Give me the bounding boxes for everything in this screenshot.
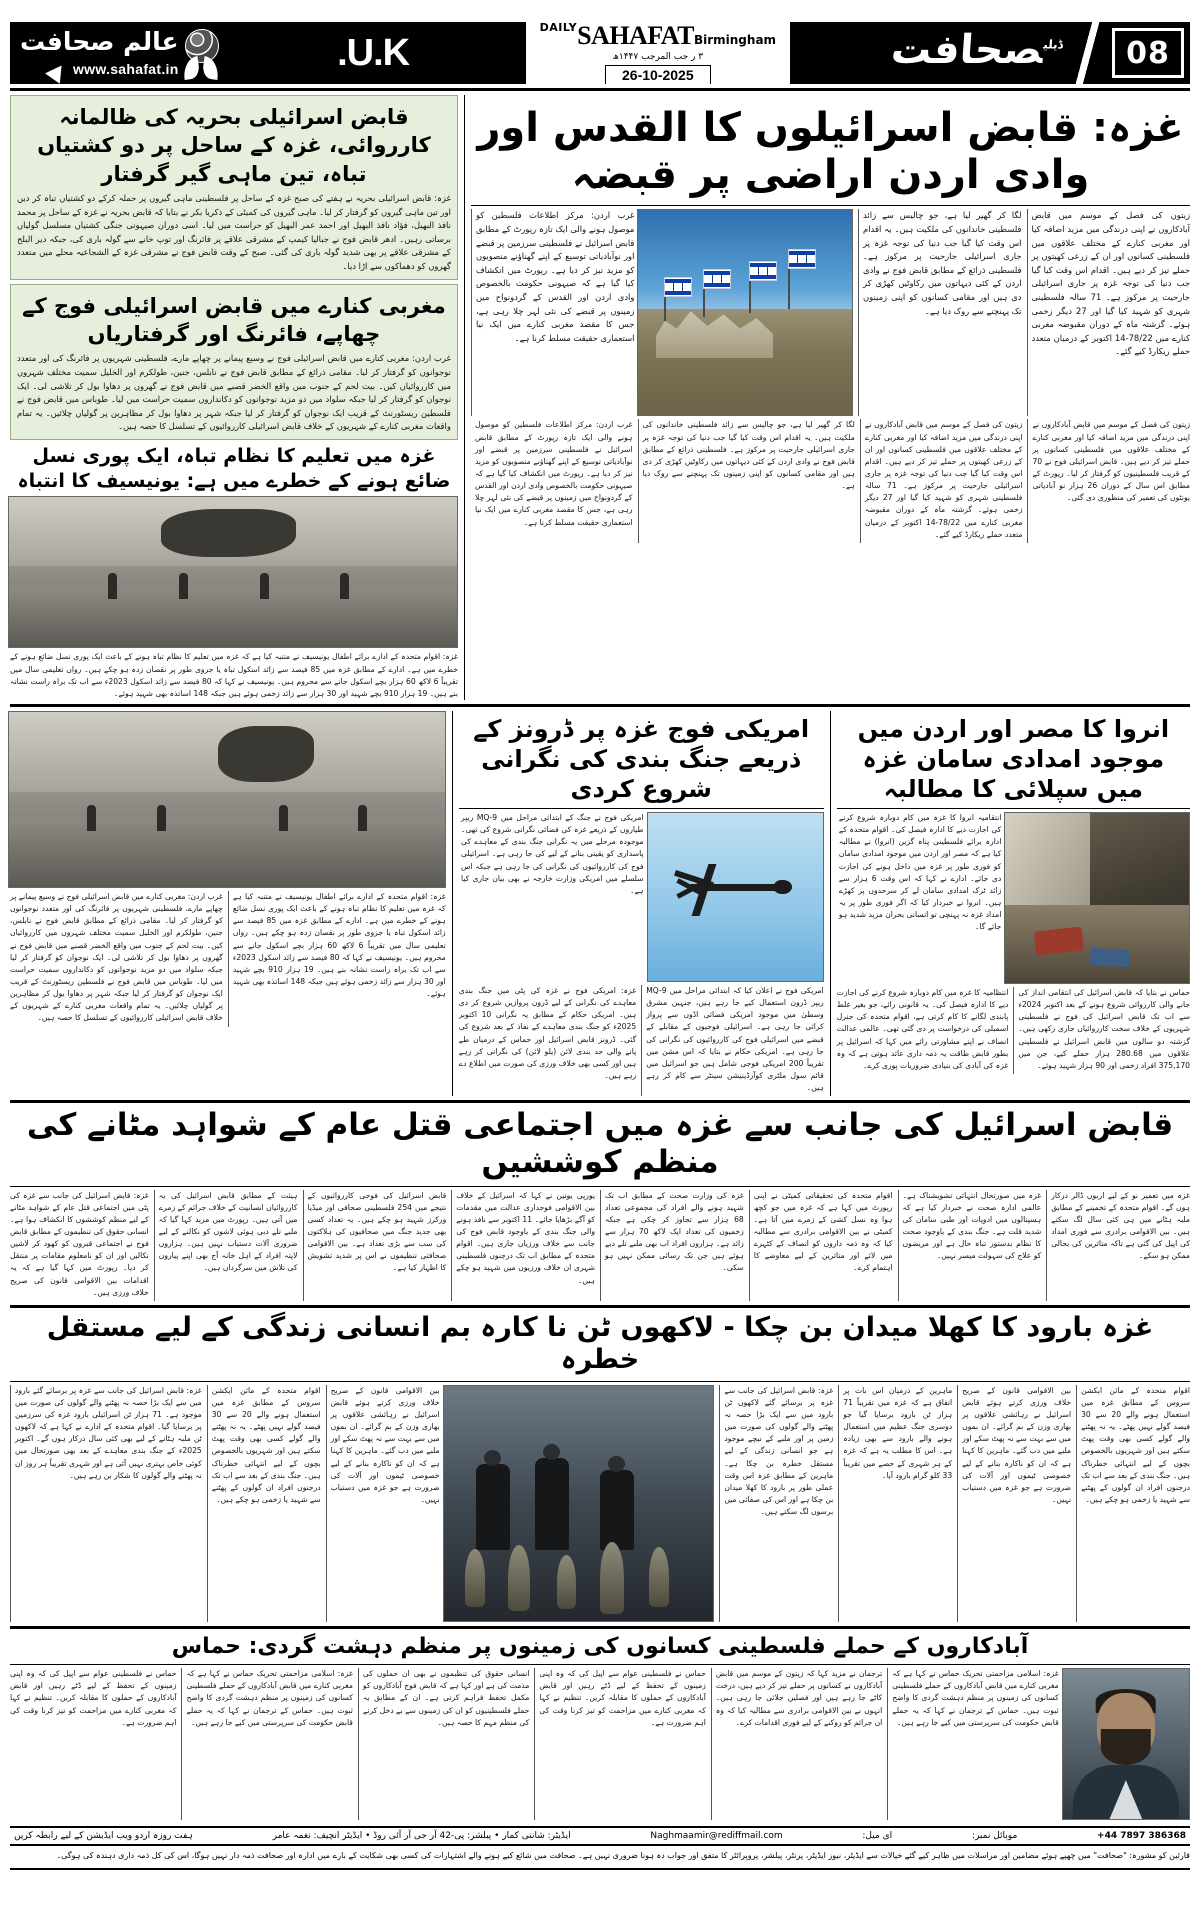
tent-shelter-rubble-photo [1004, 812, 1190, 984]
masthead-brand-wrap [10, 29, 179, 77]
masthead-brand-urdu: عالم صحافت [20, 27, 179, 56]
sidebar-top-body: غزہ: قابض اسرائیلی بحریہ نے ہفتے کی صبح غزہ کے ساحل پر فلسطینی ماہی گیروں پر حملہ کرکے دو کشتیاں تباہ کر دیں اور تین ماہی گیروں کو گرفتار کر لیا۔ ماہی گیروں کی کمیٹی کے ذکریا بکر نے بتایا کہ قابض بحریہ نے غزہ کے ساحل پر محمد نافذ البھیل، فؤاد نافذ البھیل اور احمد عمر البھیل کو حراست میں لیا۔ اسی دوران صیہونی جنگی کشتیاں مسلسل گولیاں برساتی رہیں۔ ادھر قابض فوج نے جبالیا کیمپ کے مشرقی علاقے پر فائرنگ اور توپ خانے سے گولہ باری کی، جبکہ دیر البلح کے مشرقی علاقے پر بھی شدید گولہ باری کی گئی۔ صبح کے وقت قابض فوج نے مشرقی غزہ کے الشجاعیہ محلے میں متعدد گھروں کو دھماکوں سے اڑا دیا۔ [17, 193, 451, 272]
sidebar-mid-headline: مغربی کنارے میں قابض اسرائیلی فوج کے چھاپے، فائرنگ اور گرفتاریاں [22, 293, 446, 347]
israeli-flags-on-hill-photo [637, 209, 853, 416]
footer-center-note: ایڈیٹر: شانتی کمار • پبلشر: پی-42 آر جی آر آئی روڈ • ایڈیٹر انچیف: نغمہ عامر [272, 1831, 571, 1842]
lead-col-1 [1027, 209, 1190, 416]
sidebar-edu-body: غزہ: اقوام متحدہ کے ادارے برائے اطفال یونیسیف نے متنبہ کیا ہے کہ غزہ میں تعلیم کا نظام تباہ ہونے کے باعث ایک پوری نسل ضائع ہونے کے خطرے میں ہے۔ ادارے کے مطابق غزہ میں 85 فیصد سے زائد اسکول تباہ یا جزوی طور پر نقصان زدہ ہو چکے ہیں۔ رواں تعلیمی سال میں تقریباً 6 لاکھ 60 ہزار بچے اسکول جانے سے محروم ہیں۔ یونیسیف نے کہا کہ 80 فیصد سے زائد اسکول 2023ء سے اب تک براہ راست نشانہ بنے ہیں۔ 19 ہزار 910 بچے شہید اور 30 ہزار سے زائد زخمی ہوئے ہیں جبکہ 148 اساتذہ بھی شہید ہوئے۔ [10, 652, 458, 698]
section3 [0, 1312, 1200, 1622]
lead-col-4 [1027, 419, 1190, 542]
footer-mobile-label: موبائل نمبر: [971, 1831, 1018, 1842]
section3-col-7-text: غزہ: قابض اسرائیل کی جانب سے غزہ پر برسائے گئے بارود میں سے ایک بڑا حصہ نہ پھٹنے والے گولوں کی صورت میں موجود ہے۔ 71 ہزار ٹن اسرائیلی بارود غزہ کی سرزمین پر برسایا گیا۔ اقوام متحدہ کے ادارے نے کہا ہے کہ لاکھوں ٹن ملبہ ہٹانے کے لیے بھی کئی سال درکار ہوں گے۔ اکتوبر 2025ء کے جنگ بندی معاہدے کے بعد بھی صورتحال میں کوئی خاص بہتری نہیں آئی ہے اور شہری تقریباً ہر روز ان نہ پھٹنے والے گولوں کا شکار بن رہے ہیں۔ [15, 1385, 202, 1480]
section4 [0, 1633, 1200, 1821]
section4-rule [10, 1664, 1190, 1665]
mq9-reaper-drone-photo [647, 812, 824, 982]
section2-col-8-text: غزہ: قابض اسرائیل کی جانب سے غزہ کی پٹی میں اجتماعی قتل عام کے شواہد مٹانے کے لیے منظم کوششوں کا انکشاف ہوا ہے۔ انسانی حقوق کی تنظیموں کے مطابق قابض فوج نے اجتماعی قبروں کو کھود کر لاشیں نکالیں اور ان کو نامعلوم مقامات پر منتقل کر دیا۔ رپورٹ میں کہا گیا ہے کہ یہ اقدامات بین الاقوامی قانون کی صریح خلاف ورزی ہیں۔ [10, 1190, 149, 1297]
mid-left-col-b-text: حماس نے بتایا کہ قابض اسرائیل کی انتقامی انداز کی جانے والی کارروائی شروع ہونے کے بعد اکتوبر 2024ء سے اب تک قابض اسرائیل کی فوج نے فلسطینی شہریوں کے خلاف سخت کارروائیاں جاری رکھی ہیں۔ گزشتہ دو سالوں میں قابض اسرائیل نے فلسطینی علاقوں میں 280.68 ہزار حملے کیے، جن میں 375,170 افراد زخمی اور 90 ہزار شہید ہوئے۔ [1018, 987, 1190, 1070]
section4-col-5-text: غزہ: اسلامی مزاحمتی تحریک حماس نے کہا ہے کہ مغربی کنارے میں قابض آبادکاروں کے حملے فلسطینی کسانوں کی زمینوں پر منظم دہشت گردی کا واضح ثبوت ہیں۔ حماس کے ترجمان نے کہا کہ یہ حملے قابض حکومت کی سرپرستی میں کیے جا رہے ہیں۔ [186, 1669, 353, 1727]
mid-right-col-b-text: غرب اردن: مغربی کنارے میں قابض اسرائیلی فوج نے وسیع پیمانے پر چھاپے مارے، فلسطینی شہریوں پر فائرنگ کی اور متعدد نوجوانوں کو گرفتار کر لیا۔ مقامی ذرائع کے مطابق قابض فوج نے نابلس، جنین، طولکرم اور الخلیل سمیت مختلف شہروں میں کارروائیاں کیں۔ بیت لحم کے جنوب میں واقع الخضر قصبے میں قابض فوج نے گھروں پر دھاوا بول کر تلاشی لی۔ ایک نوجوان کو گرفتار کر لیا جبکہ سلواد میں دو مزید نوجوانوں کو دکانداروں سمیت حراست میں لیا۔ طوباس میں قابض فوج نے فلسطین ریسٹورنٹ کے قریب ایک نوجوان کو گرفتار کر لیا جبکہ شہر پر دھاوا بول کر مظاہرین پر گولیاں چلائیں۔ یہ تمام واقعات مغربی کنارے کے شہریوں کے خلاف قابض اسرائیلی کارروائیوں کے تسلسل کا حصہ ہیں۔ [10, 891, 223, 1023]
bombed-site-photo [8, 711, 446, 888]
lead-headline-rule [471, 205, 1190, 206]
footer-left-note: ہفت روزہ اردو ویب ایڈیشن کے لیے رابطہ کریں [14, 1831, 193, 1842]
lead-body-row-2 [471, 419, 1190, 542]
lead-col-7-text: غرب اردن: مرکز اطلاعات فلسطین کو موصول ہونے والی ایک تازہ رپورٹ کے مطابق قابض اسرائیل نے فلسطینی سرزمین پر قبضے اور نوآبادیاتی توسیع کے اپنے گھناؤنے منصوبوں کو مزید تیز کر دیا ہے۔ رپورٹ میں انکشاف کیا گیا ہے کہ صیہونی حکومت بالخصوص وادی اردن اور القدس کے گردونواح میں زمینوں پر قبضے کی نئی لہر چلا رہی ہے، جس کا مقصد مغربی کنارے میں ایک نیا استعماری حقیقت مسلط کرنا ہے۔ [474, 420, 633, 527]
section3-columns [10, 1385, 1190, 1622]
section2-col-6-text: قابض اسرائیل کی فوجی کارروائیوں کے نتیجے میں 254 فلسطینی صحافی اور میڈیا ورکرز شہید ہو چکے ہیں۔ یہ تعداد کسی بھی جدید جنگ میں صحافیوں کی ہلاکتوں کی سب سے بڑی تعداد ہے۔ بین الاقوامی صحافتی تنظیموں نے اس پر شدید تشویش کا اظہار کیا ہے۔ [307, 1190, 447, 1273]
section2-col-7 [154, 1190, 298, 1301]
mid-center-row [459, 812, 824, 982]
section4-col-6-text: حماس نے فلسطینی عوام سے اپیل کی کہ وہ اپنی زمینوں کے تحفظ کے لیے ڈٹے رہیں اور قابض آبادکاروں کے حملوں کا مقابلہ کریں۔ تنظیم نے کہا کہ مغربی کنارے میں مزاحمت کو تیز کرنا وقت کی اہم ضرورت ہے۔ [10, 1669, 177, 1727]
section3-photo-wrap [445, 1385, 715, 1622]
section2-col-5 [451, 1190, 595, 1301]
lead-col-3 [471, 209, 634, 416]
masthead-date: 26-10-2025 [605, 65, 711, 85]
mid-left-col-c [837, 987, 1009, 1074]
destroyed-school-building-photo [8, 496, 458, 648]
section3-col-7 [10, 1385, 202, 1622]
section2-col-4-text: غزہ کی وزارت صحت کے مطابق اب تک شہید ہونے والے افراد کی مجموعی تعداد 68 ہزار سے تجاوز کر چکی ہے جبکہ زخمیوں کی تعداد ایک لاکھ 70 ہزار سے زائد ہے۔ ہزاروں افراد اب بھی ملبے تلے دبے ہوئے ہیں جن تک رسائی ممکن نہیں ہو سکی۔ [605, 1190, 744, 1273]
section2-col-2-text: غزہ میں صورتحال انتہائی تشویشناک ہے۔ عالمی ادارہ صحت نے خبردار کیا ہے کہ ہسپتالوں میں ادویات اور طبی سامان کی شدید قلت ہے۔ جنگ بندی کے باوجود صحت کا نظام بدستور تباہ حال ہے اور مریضوں کو علاج کی سہولت میسر نہیں۔ [902, 1190, 1042, 1261]
section2-rule [10, 1186, 1190, 1187]
section4-col-1 [887, 1668, 1058, 1820]
masthead-title-latin: SAHAFAT [577, 22, 694, 50]
mid-left-col-a-text: انتقامیہ انروا کا غزہ میں کام دوبارہ شروع کرنے کی اجازت دیے کا ادارہ فیصل کی۔ اقوام متحدہ کے ادارہ برائے فلسطینی پناہ گزین (انروا) نے مطالبہ کیا ہے کہ مصر اور اردن میں موجود امدادی سامان کو فوری طور پر غزہ میں داخل ہونے کی اجازت دی جائے۔ ادارے نے کہا کہ اس وقت 6 ہزار سے زائد ٹرک امدادی سامان لے کر سرحدوں پر کھڑے ہیں۔ انروا نے خبردار کیا کہ اگر فوری طور پر یہ امداد غزہ نہ پہنچی تو انسانی بحران مزید شدید ہو جائے گا۔ [838, 812, 1002, 932]
mid-right-col-a [228, 891, 446, 1027]
section4-col-4-text: انسانی حقوق کی تنظیموں نے بھی ان حملوں کی مذمت کی ہے اور کہا ہے کہ قابض فوج آبادکاروں کو مکمل تحفظ فراہم کرتی ہے۔ ان کے مطابق یہ حملے فلسطینیوں کو ان کی زمینوں سے بے دخل کرنے کی منظم مہم کا حصہ ہیں۔ [362, 1669, 530, 1727]
section2-headline: قابض اسرائیل کی جانب سے غزہ میں اجتماعی قتل عام کے شواہد مٹانے کی منظم کوششیں [26, 1107, 1174, 1181]
section2-columns [10, 1190, 1190, 1301]
top-area [0, 95, 1200, 700]
footer-disclaimer: قارئین کو مشورہ: "صحافت" میں چھپے ہوئے مضامین اور مراسلات میں ظاہر کیے گئے خیالات سے ایڈیٹر، نیوز ایڈیٹر، پرنٹر، پبلشر، پروپرائٹر کا متفق اور جواب دہ ہونا ضروری نہیں ہے۔ صحافت میں شائع کیے ہونے والے اشتہارات کی کسی بھی شکایت کے بارے میں ادارہ اور صحافت ذمہ دار نہیں ہوگا، اس کی کل ذمہ داری دہندہ کی ہوگی۔ [10, 1850, 1190, 1870]
section2-col-8 [10, 1190, 149, 1301]
section2-col-6 [303, 1190, 447, 1301]
sidebar-edu-block [10, 444, 458, 700]
mid-center-headline: امریکی فوج غزہ پر ڈرونز کے ذریعے جنگ بندی کی نگرانی شروع کردی [473, 714, 810, 803]
mid-right-col-a-text: غزہ: اقوام متحدہ کے ادارے برائے اطفال یونیسیف نے متنبہ کیا ہے کہ غزہ میں تعلیم کا نظام تباہ ہونے کے باعث ایک پوری نسل ضائع ہونے کے خطرے میں ہے۔ ادارے کے مطابق غزہ میں 85 فیصد سے زائد اسکول تباہ یا جزوی طور پر نقصان زدہ ہو چکے ہیں۔ رواں تعلیمی سال میں تقریباً 6 لاکھ 60 ہزار بچے اسکول جانے سے محروم ہیں۔ یونیسیف نے کہا کہ 80 فیصد سے زائد اسکول 2023ء سے اب تک براہ راست نشانہ بنے ہیں۔ 19 ہزار 910 بچے شہید اور 30 ہزار سے زائد زخمی ہوئے ہیں جبکہ 148 اساتذہ بھی شہید ہوئے۔ [232, 891, 446, 999]
masthead-urdu-logo-main: صحافت [889, 27, 1045, 73]
footer-email[interactable]: Naghmaamir@rediffmail.com [650, 1831, 783, 1842]
lead-col-2-text: لگا کر گھیر لیا ہے، جو چالیس سے زائد فلسطینی خاندانوں کی ملکیت ہیں۔ یہ اقدام اس وقت کیا گیا جب دنیا کی توجہ غزہ پر جاری اسرائیلی جارحیت پر مرکوز ہے۔ فلسطینی ذرائع کے مطابق قابض فوج نے وادی اردن کے کئی دیہاتوں میں رکاوٹیں کھڑی کر دی ہیں اور مقامی کسانوں کو اپنی زمینوں تک پہنچنے سے روک دیا ہے۔ [863, 210, 1022, 316]
sidebar-mid-box [10, 284, 458, 440]
section3-rule [10, 1381, 1190, 1382]
section3-col-6 [207, 1385, 321, 1622]
mid-right-block [10, 711, 446, 1096]
lead-col-5 [860, 419, 1023, 542]
lead-photo-wrap [639, 209, 853, 416]
section3-bottom-rule [10, 1626, 1190, 1629]
section2 [0, 1107, 1200, 1301]
masthead-slash-divider [1076, 22, 1102, 84]
masthead-left [883, 22, 1190, 84]
section3-col-3 [838, 1385, 952, 1622]
sidebar-top-box [10, 95, 458, 280]
mid-center-col-a [461, 812, 644, 982]
masthead-title-line [540, 22, 776, 51]
section4-photo-wrap [1064, 1668, 1190, 1820]
mid-right-row [10, 891, 446, 1027]
section4-columns [10, 1668, 1190, 1820]
section3-col-3-text: ماہرین کے درمیان اس بات پر اتفاق ہے کہ غزہ میں تقریباً 71 ہزار ٹن بارود برسایا گیا جو دوسری جنگ عظیم میں استعمال ہونے والے بارود سے بھی زیادہ ہے۔ اس کا مطلب یہ ہے کہ غزہ کے ہر شہری کے حصے میں تقریباً 33 کلو گرام بارود آیا۔ [843, 1385, 953, 1480]
page-number: 08 [1112, 28, 1184, 78]
section4-col-3-text: حماس نے فلسطینی عوام سے اپیل کی کہ وہ اپنی زمینوں کے تحفظ کے لیے ڈٹے رہیں اور قابض آبادکاروں کے حملوں کا مقابلہ کریں۔ تنظیم نے کہا کہ مغربی کنارے میں مزاحمت کو تیز کرنا وقت کی اہم ضرورت ہے۔ [539, 1669, 706, 1727]
right-sidebar [10, 95, 465, 700]
masthead [10, 22, 1190, 84]
mid-left-col-a [839, 812, 1002, 984]
mid-left-headline: انروا کا مصر اور اردن میں موجود امدادی سامان غزہ میں سپلائی کا مطالبہ [857, 714, 1170, 803]
section2-col-1 [1046, 1190, 1190, 1301]
section3-col-1 [1076, 1385, 1190, 1622]
section4-col-1-text: غزہ: اسلامی مزاحمتی تحریک حماس نے کہا ہے کہ مغربی کنارے میں قابض آبادکاروں کے حملے فلسطینی کسانوں کی زمینوں پر منظم دہشت گردی کا واضح ثبوت ہیں۔ حماس کے ترجمان نے کہا کہ یہ حملے قابض حکومت کی سرپرستی میں کیے جا رہے ہیں۔ [892, 1669, 1059, 1727]
mid-left-story [830, 711, 1190, 1096]
section4-col-2-text: ترجمان نے مزید کہا کہ زیتون کے موسم میں قابض آبادکاروں نے کسانوں پر حملے تیز کر دیے ہیں، درخت کاٹے جا رہے ہیں اور فصلیں جلائی جا رہی ہیں۔ انہوں نے بین الاقوامی برادری سے مطالبہ کیا کہ وہ ان جرائم کو روکنے کے لیے فوری اقدامات کرے۔ [715, 1669, 883, 1727]
mid-left-rule [837, 808, 1190, 809]
section4-col-2 [711, 1668, 882, 1820]
mid-center-rule [459, 808, 824, 809]
section3-col-6-text: اقوام متحدہ کے مائن ایکشن سروس کے مطابق غزہ میں استعمال ہونے والے 20 سے 30 فیصد گولے نہیں پھٹے۔ یہ نہ پھٹنے والے گولے کسی بھی وقت پھٹ سکتے ہیں اور شہریوں بالخصوص بچوں کے لیے انتہائی خطرناک ہیں۔ جنگ بندی کے بعد سے اب تک درجنوں افراد ان گولوں کے پھٹنے سے شہید یا زخمی ہو چکے ہیں۔ [211, 1385, 321, 1504]
section2-col-1-text: غزہ میں تعمیر نو کے لیے اربوں ڈالر درکار ہوں گے۔ اقوام متحدہ کے تخمینے کے مطابق ملبہ ہٹانے میں ہی کئی سال لگ سکتے ہیں۔ بین الاقوامی برادری سے فوری امداد کی اپیل کی گئی ہے تاکہ متاثرین کی بحالی ممکن ہو سکے۔ [1051, 1190, 1190, 1261]
mid-left-col-c-text: انتظامیہ کا غزہ میں کام دوبارہ شروع کرنے کی اجازت دیے کا ادارہ فیصل کی۔ یہ قانونی رائے، جو بغیر غلط پابندی لگانے کا کام کرتی ہے، اقوام متحدہ کی جنرل اسمبلی کی درخواست پر دی گئی تھی۔ عالمی عدالت انصاف نے اپنے مشاورتی رائے میں کہا کہ اسرائیل پر بطور قابض طاقت یہ ذمہ داری عائد ہوتی ہے کہ وہ غزہ کی آبادی کی بنیادی ضروریات پوری کرے۔ [836, 987, 1009, 1070]
section4-col-6 [10, 1668, 176, 1820]
section3-col-5 [326, 1385, 440, 1622]
section3-col-4 [719, 1385, 833, 1622]
section2-col-2 [898, 1190, 1042, 1301]
mid-center-col-a-text: امریکی فوج نے جنگ کے ابتدائی مراحل میں MQ-9 ریپر طیاروں کے ذریعے غزہ کی فضائی نگرانی شروع کی تھی۔ موجودہ مرحلے میں یہ نگرانی جنگ بندی کے معاہدے کی پاسداری کو یقینی بنانے کے لیے کی جا رہی ہے۔ اسرائیلی فوج کی کارروائیوں کی نگرانی کی جا رہی ہے جبکہ اس سلسلے میں امریکی وزارت خارجہ نے بھی بیان جاری کیا ہے۔ [461, 812, 644, 895]
mid-right-col-b [10, 891, 223, 1027]
lead-col-4-text: زیتون کی فصل کے موسم میں قابض آبادکاروں نے اپنی درندگی میں مزید اضافہ کیا اور مغربی کنارے کے مختلف علاقوں میں فلسطینی کسانوں پر حملے تیز کر دیے ہیں۔ قابض اسرائیلی فوج نے 70 کے قریب فلسطینیوں کو گرفتار کر لیا۔ رپورٹ کے مطابق اس سال کے دوران 26 ہزار نو آبادیاتی یونٹوں کی تعمیر کی منظوری دی گئی۔ [1032, 420, 1191, 503]
lead-col-7 [471, 419, 633, 542]
top-area-bottom-rule [10, 704, 1190, 707]
newspaper-page [0, 22, 1200, 1929]
mid-center-story [452, 711, 824, 1096]
hamas-spokesman-portrait-photo [1062, 1668, 1190, 1820]
section2-col-7-text: ہیئت کے مطابق قابض اسرائیل کی یہ کارروائیاں انسانیت کے خلاف جرائم کے زمرے میں آتی ہیں۔ رپورٹ میں مزید کہا گیا کہ ملبے تلے دبی ہوئی لاشوں کو نکالنے کے لیے ضروری آلات دستیاب نہیں ہیں۔ ہزاروں لاپتہ افراد کے اہل خانہ آج بھی اپنے پیاروں کی تلاش میں سرگرداں ہیں۔ [158, 1190, 298, 1273]
section4-col-3 [534, 1668, 705, 1820]
masthead-urdu-logo-sup: ڈیلی [1042, 37, 1064, 52]
lead-body-row [471, 209, 1190, 416]
footer-phone[interactable]: +44 7897 386368 [1097, 1831, 1186, 1842]
section3-col-4-text: غزہ: قابض اسرائیل کی جانب سے غزہ پر برسائے گئے لاکھوں ٹن بارود میں سے ایک بڑا حصہ نہ پھٹنے والے گولوں کی صورت میں زمین پر اور ملبے کے نیچے موجود ہے جو انسانی زندگی کے لیے مستقل خطرہ بن چکا ہے۔ ماہرین کے مطابق غزہ اس وقت عملی طور پر بارود کا کھلا میدان بن چکا ہے اور اس کی صفائی میں برسوں لگ سکتے ہیں۔ [724, 1385, 834, 1517]
section3-col-1-text: اقوام متحدہ کے مائن ایکشن سروس کے مطابق غزہ میں استعمال ہونے والے 20 سے 30 فیصد گولے نہیں پھٹے۔ یہ نہ پھٹنے والے گولے کسی بھی وقت پھٹ سکتے ہیں اور شہریوں بالخصوص بچوں کے لیے انتہائی خطرناک ہیں۔ جنگ بندی کے بعد سے اب تک درجنوں افراد ان گولوں کے پھٹنے سے شہید یا زخمی ہو چکے ہیں۔ [1081, 1385, 1190, 1504]
masthead-right [10, 22, 221, 84]
mid-center-photo-wrap [649, 812, 824, 982]
section3-col-2 [957, 1385, 1071, 1622]
section3-col-5-text: بین الاقوامی قانون کے صریح خلاف ورزی کرتے ہوئے قابض اسرائیل نے رہائشی علاقوں پر بھاری وزن کے بم گرائے۔ ان بموں میں سے بہت سے نہ پھٹ سکے اور ملبے میں دب گئے۔ ماہرین کا کہنا ہے کہ ان کو ناکارہ بنانے کے لیے خصوصی ٹیموں اور آلات کی ضرورت ہے جو غزہ میں دستیاب نہیں۔ [330, 1385, 440, 1504]
masthead-daily-word: DAILY [539, 22, 578, 34]
sidebar-top-headline: قابض اسرائیلی بحریہ کی ظالمانہ کارروائی، غزہ کے ساحل پر دو کشتیاں تباہ، تین ماہی گیر گرفتار [37, 105, 431, 186]
section2-col-3 [749, 1190, 893, 1301]
sidebar-mid-body: غرب اردن: مغربی کنارے میں قابض اسرائیلی فوج نے وسیع پیمانے پر چھاپے مارے، فلسطینی شہریوں پر فائرنگ کی اور متعدد نوجوانوں کو گرفتار کر لیا۔ مقامی ذرائع کے مطابق قابض فوج نے نابلس، جنین، طولکرم اور الخلیل سمیت مختلف شہروں میں کارروائیاں کیں۔ بیت لحم کے جنوب میں واقع الخضر قصبے میں قابض فوج نے گھروں پر دھاوا بول کر تلاشی لی۔ ایک نوجوان کو گرفتار کر لیا جبکہ سلواد میں دو مزید نوجوانوں کو دکانداروں سمیت حراست میں لیا۔ طوباس میں قابض فوج نے فلسطین ریسٹورنٹ کے قریب ایک نوجوان کو گرفتار کر لیا جبکہ شہر پر دھاوا بول کر مظاہرین پر گولیاں چلائیں۔ یہ تمام واقعات مغربی کنارے کے شہریوں کے خلاف قابض اسرائیلی کارروائیوں کے تسلسل کا حصہ ہیں۔ [17, 353, 451, 432]
section4-headline: آبادکاروں کے حملے فلسطینی کسانوں کی زمینوں پر منظم دہشت گردی: حماس [171, 1633, 1029, 1659]
section4-col-5 [181, 1668, 352, 1820]
mid-left-photo-wrap [1006, 812, 1190, 984]
lead-col-6 [638, 419, 855, 542]
mid-left-col-b [1013, 987, 1190, 1074]
lead-col-2 [858, 209, 1021, 416]
section2-col-3-text: اقوام متحدہ کی تحقیقاتی کمیٹی نے اپنی رپورٹ میں کہا ہے کہ غزہ میں جو کچھ ہوا وہ نسل کشی کے زمرے میں آتا ہے۔ کمیٹی نے بین الاقوامی برادری سے مطالبہ کیا کہ وہ ذمہ داروں کو انصاف کے کٹہرے میں لائے اور متاثرین کے لیے معاوضے کا اہتمام کرے۔ [753, 1190, 893, 1273]
section2-bottom-rule [10, 1305, 1190, 1308]
masthead-city: Birmingham [693, 32, 777, 47]
lead-col-6-text: لگا کر گھیر لیا ہے، جو چالیس سے زائد فلسطینی خاندانوں کی ملکیت ہیں۔ یہ اقدام اس وقت کیا گیا جب دنیا کی توجہ غزہ پر جاری اسرائیلی جارحیت پر مرکوز ہے۔ فلسطینی ذرائع کے مطابق قابض فوج نے وادی اردن کے کئی دیہاتوں میں رکاوٹیں کھڑی کر دی ہیں اور مقامی کسانوں کو اپنی زمینوں تک پہنچنے سے روک دیا ہے۔ [642, 420, 855, 491]
mid-left-row [837, 812, 1190, 984]
lead-story [471, 95, 1190, 700]
footer-email-label: ای میل: [862, 1831, 893, 1842]
mid-left-row-2 [837, 987, 1190, 1074]
mid-center-col-b-text: امریکی فوج نے اعلان کیا کہ ابتدائی مراحل میں MQ-9 ریپر ڈرون استعمال کیے جا رہے ہیں، جنہیں مشرق وسطیٰ میں موجود امریکی فضائی اڈوں سے پرواز کرائی جا رہی ہے۔ اسرائیلی فوجیوں کے مقابلے کے قبضے میں اسرائیلی فوج کی کارروائیوں کی نگرانی کی جا رہی ہے۔ امریکی حکام نے بتایا کہ اس مشن میں تقریباً 200 امریکی فوجی شامل ہیں جو اسرائیل میں قائم سول ملٹری کوآرڈینیشن سینٹر سے کام کر رہے ہیں۔ [646, 985, 824, 1093]
lead-col-1-text: زیتون کی فصل کے موسم میں قابض آبادکاروں نے اپنی درندگی میں مزید اضافہ کیا اور مغربی کنارے کے مختلف علاقوں میں فلسطینی کسانوں اور ان کے زرعی کھیتوں پر حملے تیز کر دیے ہیں۔ اقدام اس وقت کیا گیا جب دنیا کی توجہ غزہ پر جاری اسرائیلی جارحیت پر مرکوز ہے۔ 71 سالہ فلسطینی شہری کو شہید کیا گیا اور 27 دیگر زخمی ہوئے۔ گزشتہ ماہ کے دوران مقبوضہ مغربی کنارے میں 78/22-14 اکتوبر کے درمیان متعدد حملے ریکارڈ کیے گئے۔ [1031, 210, 1190, 357]
globe-icon [181, 27, 221, 79]
masthead-region: U.K. [337, 31, 410, 74]
section3-headline: غزہ بارود کا کھلا میدان بن چکا - لاکھوں ٹن نا کارہ بم انسانی زندگی کے لیے مستقل خطرہ [46, 1311, 1154, 1376]
lead-col-5-text: زیتون کی فصل کے موسم میں قابض آبادکاروں نے اپنی درندگی میں مزید اضافہ کیا اور مغربی کنارے کے مختلف علاقوں میں فلسطینی کسانوں اور ان کے زرعی کھیتوں پر حملے تیز کر دیے ہیں۔ اقدام اس وقت کیا گیا جب دنیا کی توجہ غزہ پر جاری اسرائیلی جارحیت پر مرکوز ہے۔ 71 سالہ فلسطینی شہری کو شہید کیا گیا اور 27 دیگر زخمی ہوئے۔ گزشتہ ماہ کے دوران مقبوضہ مغربی کنارے میں 78/22-14 اکتوبر کے درمیان متعدد حملے ریکارڈ کیے گئے۔ [864, 420, 1023, 539]
section4-col-4 [358, 1668, 529, 1820]
section2-col-5-text: یورپی یونین نے کہا کہ اسرائیل کے خلاف بین الاقوامی فوجداری عدالت میں مقدمات کو آگے بڑھایا جائے۔ 11 اکتوبر سے نافذ ہونے والی جنگ بندی کے باوجود قابض فوج کی جانب سے خلاف ورزیاں جاری ہیں۔ اقوام متحدہ کے مطابق اب تک درجنوں فلسطینی شہری ان خلاف ورزیوں میں شہید ہو چکے ہیں۔ [456, 1190, 595, 1285]
mid-center-col-c-text: غزہ: امریکی فوج نے غزہ کی پٹی میں جنگ بندی معاہدے کی نگرانی کے لیے ڈرون پروازیں شروع کر دی ہیں۔ امریکی حکام کے مطابق یہ نگرانی 10 اکتوبر 2025ء کو جنگ بندی معاہدے کے نفاذ کے بعد شروع کی گئی۔ ڈرونز قابض اسرائیل اور حماس کے درمیان طے پانے والی حد بندی لائن (یلو لائن) کی نگرانی کر رہے ہیں اور کسی بھی خلاف ورزی کی صورت میں اطلاع دے رہے ہیں۔ [458, 985, 637, 1080]
mid-center-col-c [459, 985, 637, 1096]
mid-center-col-b [641, 985, 824, 1096]
masthead-website[interactable]: www.sahafat.in [72, 61, 179, 77]
section2-col-4 [600, 1190, 744, 1301]
masthead-center-plate [526, 22, 790, 84]
lead-col-3-text: غرب اردن: مرکز اطلاعات فلسطین کو موصول ہونے والی ایک تازہ رپورٹ کے مطابق قابض اسرائیل نے فلسطینی سرزمین پر قبضے اور نوآبادیاتی توسیع کے اپنے گھناؤنے منصوبوں کو مزید تیز کر دیا ہے۔ رپورٹ میں انکشاف کیا گیا ہے کہ صیہونی حکومت بالخصوص وادی اردن اور القدس کے گردونواح میں زمینوں پر قبضے کی نئی لہر چلا رہی ہے، جس کا مقصد مغربی کنارے میں ایک نیا استعماری حقیقت مسلط کرنا ہے۔ [475, 210, 635, 343]
masthead-hijri-date: ۳ ر جب المرجب ۱۴۴۷ھ [612, 51, 704, 62]
section3-col-2-text: بین الاقوامی قانون کے صریح خلاف ورزی کرتے ہوئے قابض اسرائیل نے رہائشی علاقوں پر بھاری وزن کے بم گرائے۔ ان بموں میں سے بہت سے نہ پھٹ سکے اور ملبے میں دب گئے۔ ماہرین کا کہنا ہے کہ ان کو ناکارہ بنانے کے لیے خصوصی ٹیموں اور آلات کی ضرورت ہے جو غزہ میں دستیاب نہیں۔ [962, 1385, 1072, 1504]
mid-band-bottom-rule [10, 1100, 1190, 1103]
footer-contact-bar [10, 1826, 1190, 1846]
masthead-urdu-logo [881, 27, 1078, 76]
sidebar-edu-headline: غزہ میں تعلیم کا نظام تباہ، ایک پوری نسل ضائع ہونے کے خطرے میں ہے: یونیسیف کا انتباہ [17, 445, 451, 492]
lead-headline: غزہ: قابض اسرائیلوں کا القدس اور وادی اردن اراضی پر قبضہ [477, 105, 1184, 199]
mid-band [0, 711, 1200, 1096]
masthead-bottom-rule [10, 88, 1190, 91]
unexploded-ordnance-bombs-photo [443, 1385, 715, 1622]
mid-center-row-2 [459, 985, 824, 1096]
